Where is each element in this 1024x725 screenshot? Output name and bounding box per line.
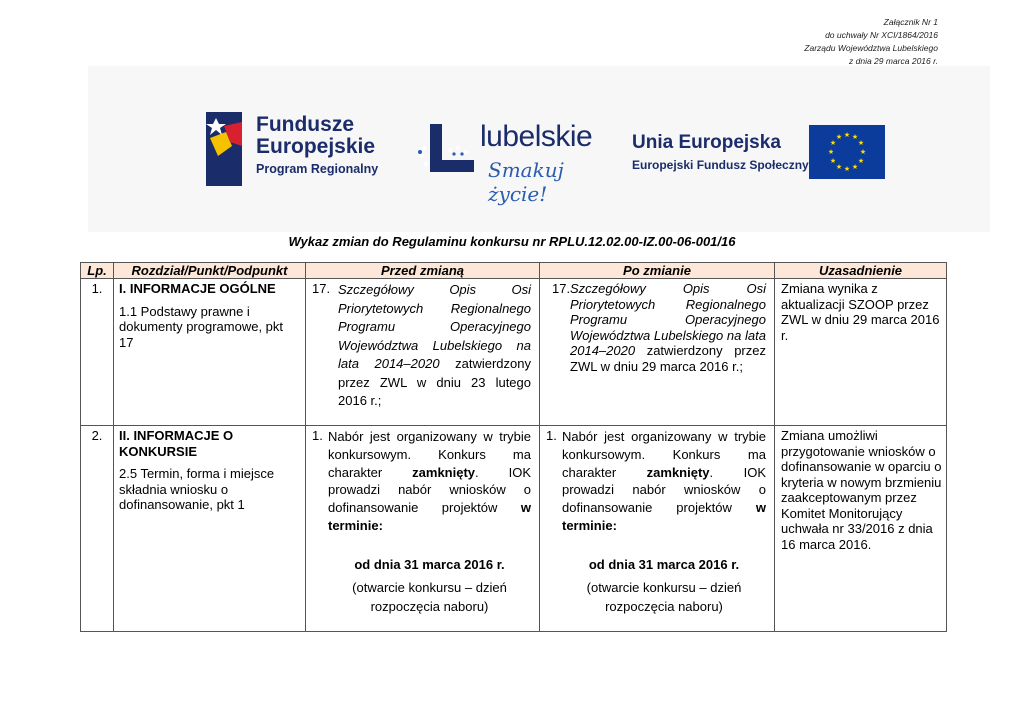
before-term-label: w terminie: [328, 500, 531, 533]
reason-text: Zmiana wynika z aktualizacji SZOOP przez ZWL w dniu 29 marca 2016 r. [781, 281, 940, 343]
before-text-c: . IOK prowadzi nabór wniosków o dofinansowanie projektów [328, 464, 531, 516]
ue-title: Unia Europejska [632, 132, 781, 153]
annex-line-2: do uchwały Nr XCI/1864/2016 [825, 30, 938, 40]
table-header-row [81, 263, 947, 279]
section-heading: I. INFORMACJE OGÓLNE [119, 281, 276, 296]
item-number: 1. [546, 428, 557, 443]
svg-text:★: ★ [835, 133, 843, 141]
logo-band [88, 66, 990, 232]
after-text-a: Nabór jest organizowany w trybie konkursowym. Konkurs ma charakter [562, 429, 766, 480]
svg-text:★: ★ [857, 157, 865, 165]
svg-text:★: ★ [827, 148, 835, 156]
reason-cell [775, 426, 947, 632]
svg-text:★: ★ [851, 163, 859, 171]
section-subpoint: 1.1 Podstawy prawne i dokumenty programowe, pkt 17 [119, 303, 284, 350]
section-subpoint: 2.5 Termin, forma i miejsce składnia wniosku o dofinansowanie, pkt 1 [119, 466, 275, 512]
svg-text:★: ★ [829, 157, 837, 165]
before-cell [306, 426, 540, 632]
row-number: 2. [81, 426, 114, 632]
section-cell [114, 279, 306, 426]
annex-line-1: Załącznik Nr 1 [883, 17, 938, 27]
before-closed-label: zamknięty [412, 464, 476, 480]
lubelskie-emblem-icon [416, 122, 478, 184]
before-text: Szczegółowy Opis Osi Priorytetowych Regionalnego Programu Operacyjnego Województwa Lubelskiego na lata 2014–2020 [338, 282, 531, 371]
svg-text:★: ★ [851, 133, 859, 141]
before-text-a: Nabór jest organizowany w trybie konkursowym. Konkurs ma charakter [328, 429, 531, 480]
after-closed-label: zamknięty [646, 464, 710, 480]
fe-line-3: Program Regionalny [256, 162, 379, 176]
reason-text: Zmiana umożliwi przygotowanie wniosków o dofinansowanie w oparciu o kryteria w nowym brzmieniu zaakceptowanym przez Komitet Monitorujący uchwała nr 33/2016 z dnia 16 marca 2016. [781, 428, 942, 552]
row-number: 1. [81, 279, 114, 426]
after-approval: zatwierdzony przez ZWL w dniu 29 marca 2016 r.; [570, 343, 766, 374]
fe-line-1: Fundusze [256, 113, 354, 136]
fe-emblem-icon [206, 112, 246, 186]
after-date: od dnia 31 marca 2016 r. [588, 556, 740, 572]
attachment-note [678, 16, 938, 68]
fundusze-europejskie-logo [206, 112, 396, 186]
fe-line-2: Europejskie [256, 135, 376, 158]
item-number: 1. [312, 428, 323, 443]
reason-cell [775, 279, 947, 426]
after-text-c: . IOK prowadzi nabór wniosków o dofinansowanie projektów [562, 464, 766, 516]
after-cell [540, 426, 775, 632]
item-number: 17. [552, 281, 571, 296]
eu-flag-icon [809, 125, 885, 179]
annex-line-3: Zarządu Województwa Lubelskiego [804, 43, 938, 53]
changes-table [80, 262, 947, 632]
after-cell [540, 279, 775, 426]
header-reason: Uzasadnienie [775, 263, 947, 279]
before-date: od dnia 31 marca 2016 r. [354, 556, 505, 572]
before-note: (otwarcie konkursu – dzień rozpoczęcia naboru) [352, 580, 507, 615]
document-title: Wykaz zmian do Regulaminu konkursu nr RPLU.12.02.00-IZ.00-06-001/16 [288, 234, 736, 249]
svg-text:★: ★ [835, 163, 843, 171]
ue-subtitle: Europejski Fundusz Społeczny [632, 158, 809, 172]
section-heading: II. INFORMACJE O KONKURSIE [119, 428, 234, 459]
before-approval: zatwierdzony przez ZWL w dniu 23 lutego 2016 r.; [338, 356, 531, 408]
lubelskie-logo [416, 118, 616, 206]
item-number: 17. [312, 281, 331, 296]
lubelskie-wordmark: lubelskie [480, 120, 593, 153]
svg-text:★: ★ [843, 131, 851, 139]
lubelskie-slogan: Smakuj życie! [488, 158, 564, 206]
annex-line-4: z dnia 29 marca 2016 r. [849, 56, 938, 66]
header-lp: Lp. [81, 263, 114, 279]
svg-text:★: ★ [857, 139, 865, 147]
after-text: Szczegółowy Opis Osi Priorytetowych Regionalnego Programu Operacyjnego Województwa Lubelskiego na lata 2014–2020 [570, 281, 766, 358]
after-term-label: w terminie: [562, 500, 766, 533]
section-cell [114, 426, 306, 632]
before-cell [306, 279, 540, 426]
table-row [81, 279, 947, 426]
table-row [81, 426, 947, 632]
svg-text:★: ★ [859, 148, 867, 156]
svg-text:★: ★ [829, 139, 837, 147]
header-after: Po zmianie [540, 263, 775, 279]
header-before: Przed zmianą [306, 263, 540, 279]
after-note: (otwarcie konkursu – dzień rozpoczęcia naboru) [586, 580, 742, 615]
header-section: Rozdział/Punkt/Podpunkt [114, 263, 306, 279]
svg-text:★: ★ [843, 165, 851, 173]
